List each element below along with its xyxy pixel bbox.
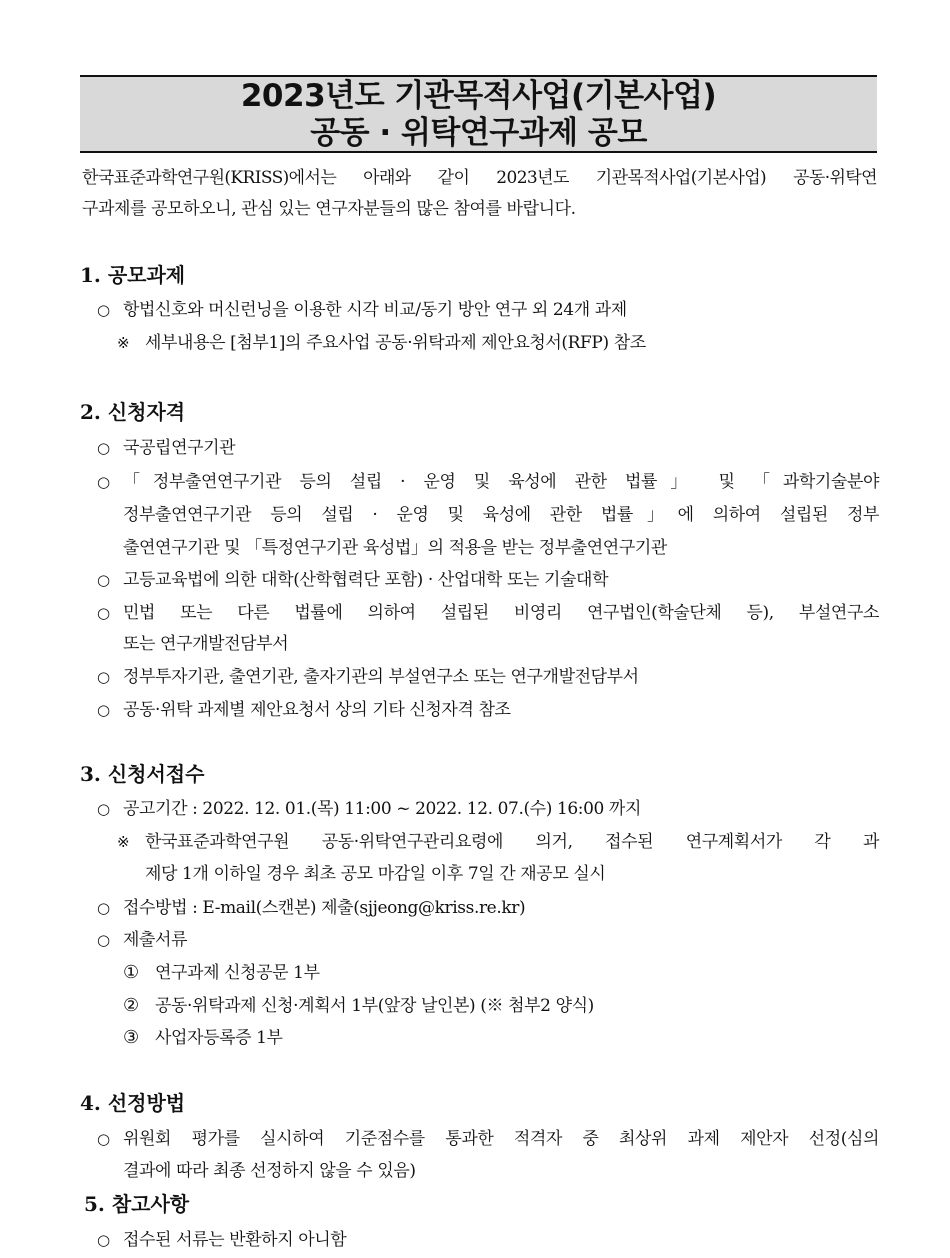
circle-bullet-icon: ○ <box>97 301 110 319</box>
document-page: 2023년도 기관목적사업(기본사업) 공동 · 위탁연구과제 공모 한국표준과학연구원(KRISS)에서는 아래와 같이 2023년도 기관목적사업(기본사업) 공동·위탁연 구과제를 공모하오니, 관심 있는 연구자분들의 많은 참여를 바랍니다. 1. 공모과제 ○ 항법신호와 머신런닝을 이용한 시각 비교/동기 방안 연구 외 24개 과제 ※ 세부내용은 [첨부1]의 주요사업 공동·위탁과제 제안요청서(RFP) 참조 2. 신청자격 ○ 국공립연구기관 ○ 「정부출연연구기관 등의 설립 · 운영 및 육성에 관한 법률」 및 「과학기술분야 정부출연연구기관 등의 설립 · 운영 및 육성에 관한 법률」에 의하여 설립된 정부 출연연구기관 및 「특정연구기관 육성법」의 적용을 받는 정부출연연구기관 ○ 고등교육법에 의한 대학(산학협력단 포함) · 산업대학 또는 기술대학 ○ 민법 또는 다른 법률에 의하여 설립된 비영리 연구법인(학술단체 등), 부설연구소 또는 연구개발전담부서 ○ 정부투자기관, 출연기관, 출자기관의 부설연구소 또는 연구개발전담부서 ○ 공동·위탁 과제별 제안요청서 상의 기타 신청자격 참조 3. 신청서접수 ○ 공고기간 : 2022. 12. 01.(목) 11:00 ~ 2022. 12. 07.(수) 16:00 까지 ※ 한국표준과학연구원 공동·위탁연구관리요령에 의거, 접수된 연구계획서가 각 과 제당 1개 이하일 경우 최초 공모 마감일 이후 7일 간 재공모 실시 ○ 접수방법 : E-mail(스캔본) 제출(sjjeong@kriss.re.kr) ○ 제출서류 ① 연구과제 신청공문 1부 ② 공동·위탁과제 신청·계획서 1부(앞장 날인본) (※ 첨부2 양식) ③ 사업자등록증 1부 4. 선정방법 ○ 위원회 평가를 실시하여 기준점수를 통과한 적격자 중 최상위 과제 제안자 선정(심의 결과에 따라 최종 선정하지 않을 수 있음) 5. 참고사항 ○ 접수된 서류는 반환하지 아니함 <box>0 0 950 1258</box>
section-4-heading: 4. 선정방법 <box>80 1091 186 1115</box>
section-5-heading: 5. 참고사항 <box>84 1192 190 1216</box>
circle-bullet-icon: ○ <box>97 604 110 622</box>
circle-bullet-icon: ○ <box>97 1130 110 1148</box>
number-2-icon: ② <box>123 995 139 1016</box>
number-3-icon: ③ <box>123 1027 139 1048</box>
circle-bullet-icon: ○ <box>97 899 110 917</box>
section-3-heading: 3. 신청서접수 <box>80 762 205 786</box>
note-mark-icon: ※ <box>117 334 130 352</box>
circle-bullet-icon: ○ <box>97 571 110 589</box>
section-1-heading: 1. 공모과제 <box>80 263 186 287</box>
circle-bullet-icon: ○ <box>97 1231 110 1249</box>
note-mark-icon: ※ <box>117 833 130 851</box>
circle-bullet-icon: ○ <box>97 931 110 949</box>
intro-line-2: 구과제를 공모하오니, 관심 있는 연구자분들의 많은 참여를 바랍니다. <box>82 199 576 219</box>
title-box <box>80 75 877 153</box>
circle-bullet-icon: ○ <box>97 800 110 818</box>
section-2-heading: 2. 신청자격 <box>80 400 186 424</box>
circle-bullet-icon: ○ <box>97 701 110 719</box>
intro-line-1: 한국표준과학연구원(KRISS)에서는 아래와 같이 2023년도 기관목적사업(기본사업) 공동·위탁연 <box>82 168 877 188</box>
circle-bullet-icon: ○ <box>97 668 110 686</box>
title-line-2: 공동 · 위탁연구과제 공모 <box>310 115 647 151</box>
circle-bullet-icon: ○ <box>97 439 110 457</box>
circle-bullet-icon: ○ <box>97 473 110 491</box>
title-line-1: 2023년도 기관목적사업(기본사업) <box>240 78 717 114</box>
number-1-icon: ① <box>123 962 139 983</box>
intro-paragraph <box>82 163 877 225</box>
